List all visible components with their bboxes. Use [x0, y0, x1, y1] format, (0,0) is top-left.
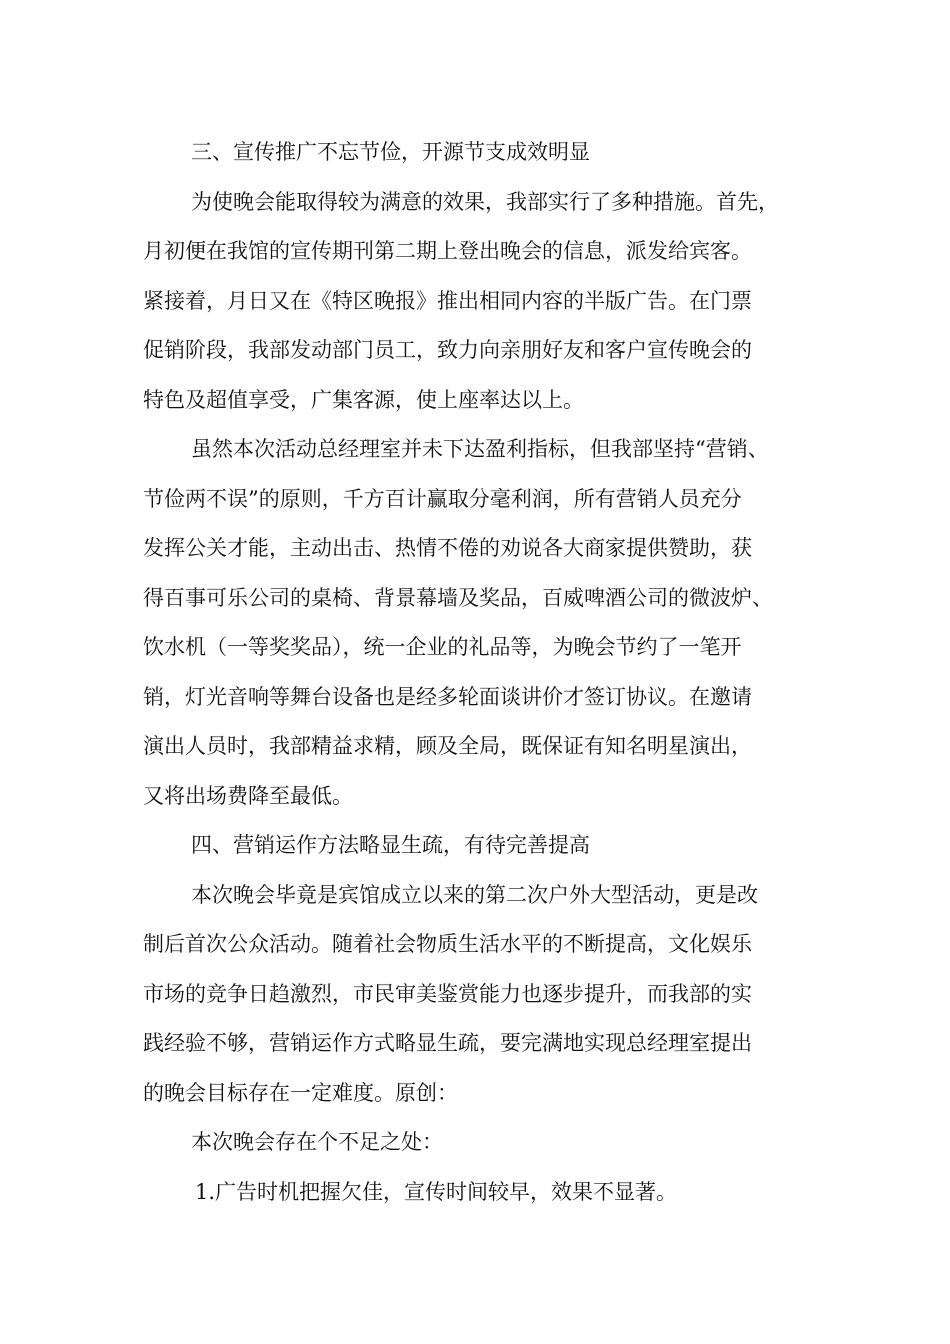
paragraph-line: 发挥公关才能，主动出击、热情不倦的劝说各大商家提供赞助，获 — [143, 536, 752, 560]
section-heading-3: 三、宣传推广不忘节俭，开源节支成效明显 — [191, 140, 590, 164]
paragraph-line: 市场的竞争日趋激烈，市民审美鉴赏能力也逐步提升，而我部的实 — [143, 981, 752, 1006]
document-body — [143, 128, 813, 1217]
paragraph-line: 得百事可乐公司的桌椅、背景幕墙及奖品，百威啤酒公司的微波炉、 — [143, 585, 773, 610]
list-item: 1.广告时机把握欠佳，宣传时间较早，效果不显著。 — [195, 1179, 678, 1204]
paragraph-line: 虽然本次活动总经理室并未下达盈利指标，但我部坚持“营销、 — [191, 437, 769, 461]
paragraph-line: 演出人员时，我部精益求精，顾及全局，既保证有知名明星演出， — [143, 734, 752, 758]
paragraph-line: 本次晚会毕竟是宾馆成立以来的第二次户外大型活动，更是改 — [191, 882, 758, 907]
paragraph-line: 紧接着，月日又在《特区晚报》推出相同内容的半版广告。在门票 — [143, 288, 752, 313]
paragraph-line: 月初便在我馆的宣传期刊第二期上登出晚会的信息，派发给宾客。 — [143, 239, 752, 263]
paragraph-line: 销，灯光音响等舞台设备也是经多轮面谈讲价才签订协议。在邀请 — [143, 684, 752, 709]
paragraph-line: 践经验不够，营销运作方式略显生疏，要完满地实现总经理室提出 — [143, 1031, 752, 1055]
paragraph-line: 节俭两不误”的原则，千方百计赢取分毫利润，所有营销人员充分 — [143, 486, 742, 511]
section-heading-4: 四、营销运作方法略显生疏，有待完善提高 — [191, 833, 590, 857]
paragraph-line: 促销阶段，我部发动部门员工，致力向亲朋好友和客户宣传晚会的 — [143, 338, 752, 362]
paragraph-line: 的晚会目标存在一定难度。原创： — [143, 1080, 458, 1105]
paragraph-line: 又将出场费降至最低。 — [143, 783, 353, 808]
paragraph-line: 本次晚会存在个不足之处： — [191, 1130, 443, 1154]
paragraph-line: 为使晚会能取得较为满意的效果，我部实行了多种措施。首先， — [191, 189, 779, 214]
paragraph-line: 制后首次公众活动。随着社会物质生活水平的不断提高，文化娱乐 — [143, 932, 752, 956]
paragraph-line: 特色及超值享受，广集客源，使上座率达以上。 — [143, 387, 584, 412]
paragraph-line: 饮水机（一等奖奖品），统一企业的礼品等，为晚会节约了一笔开 — [143, 635, 742, 659]
